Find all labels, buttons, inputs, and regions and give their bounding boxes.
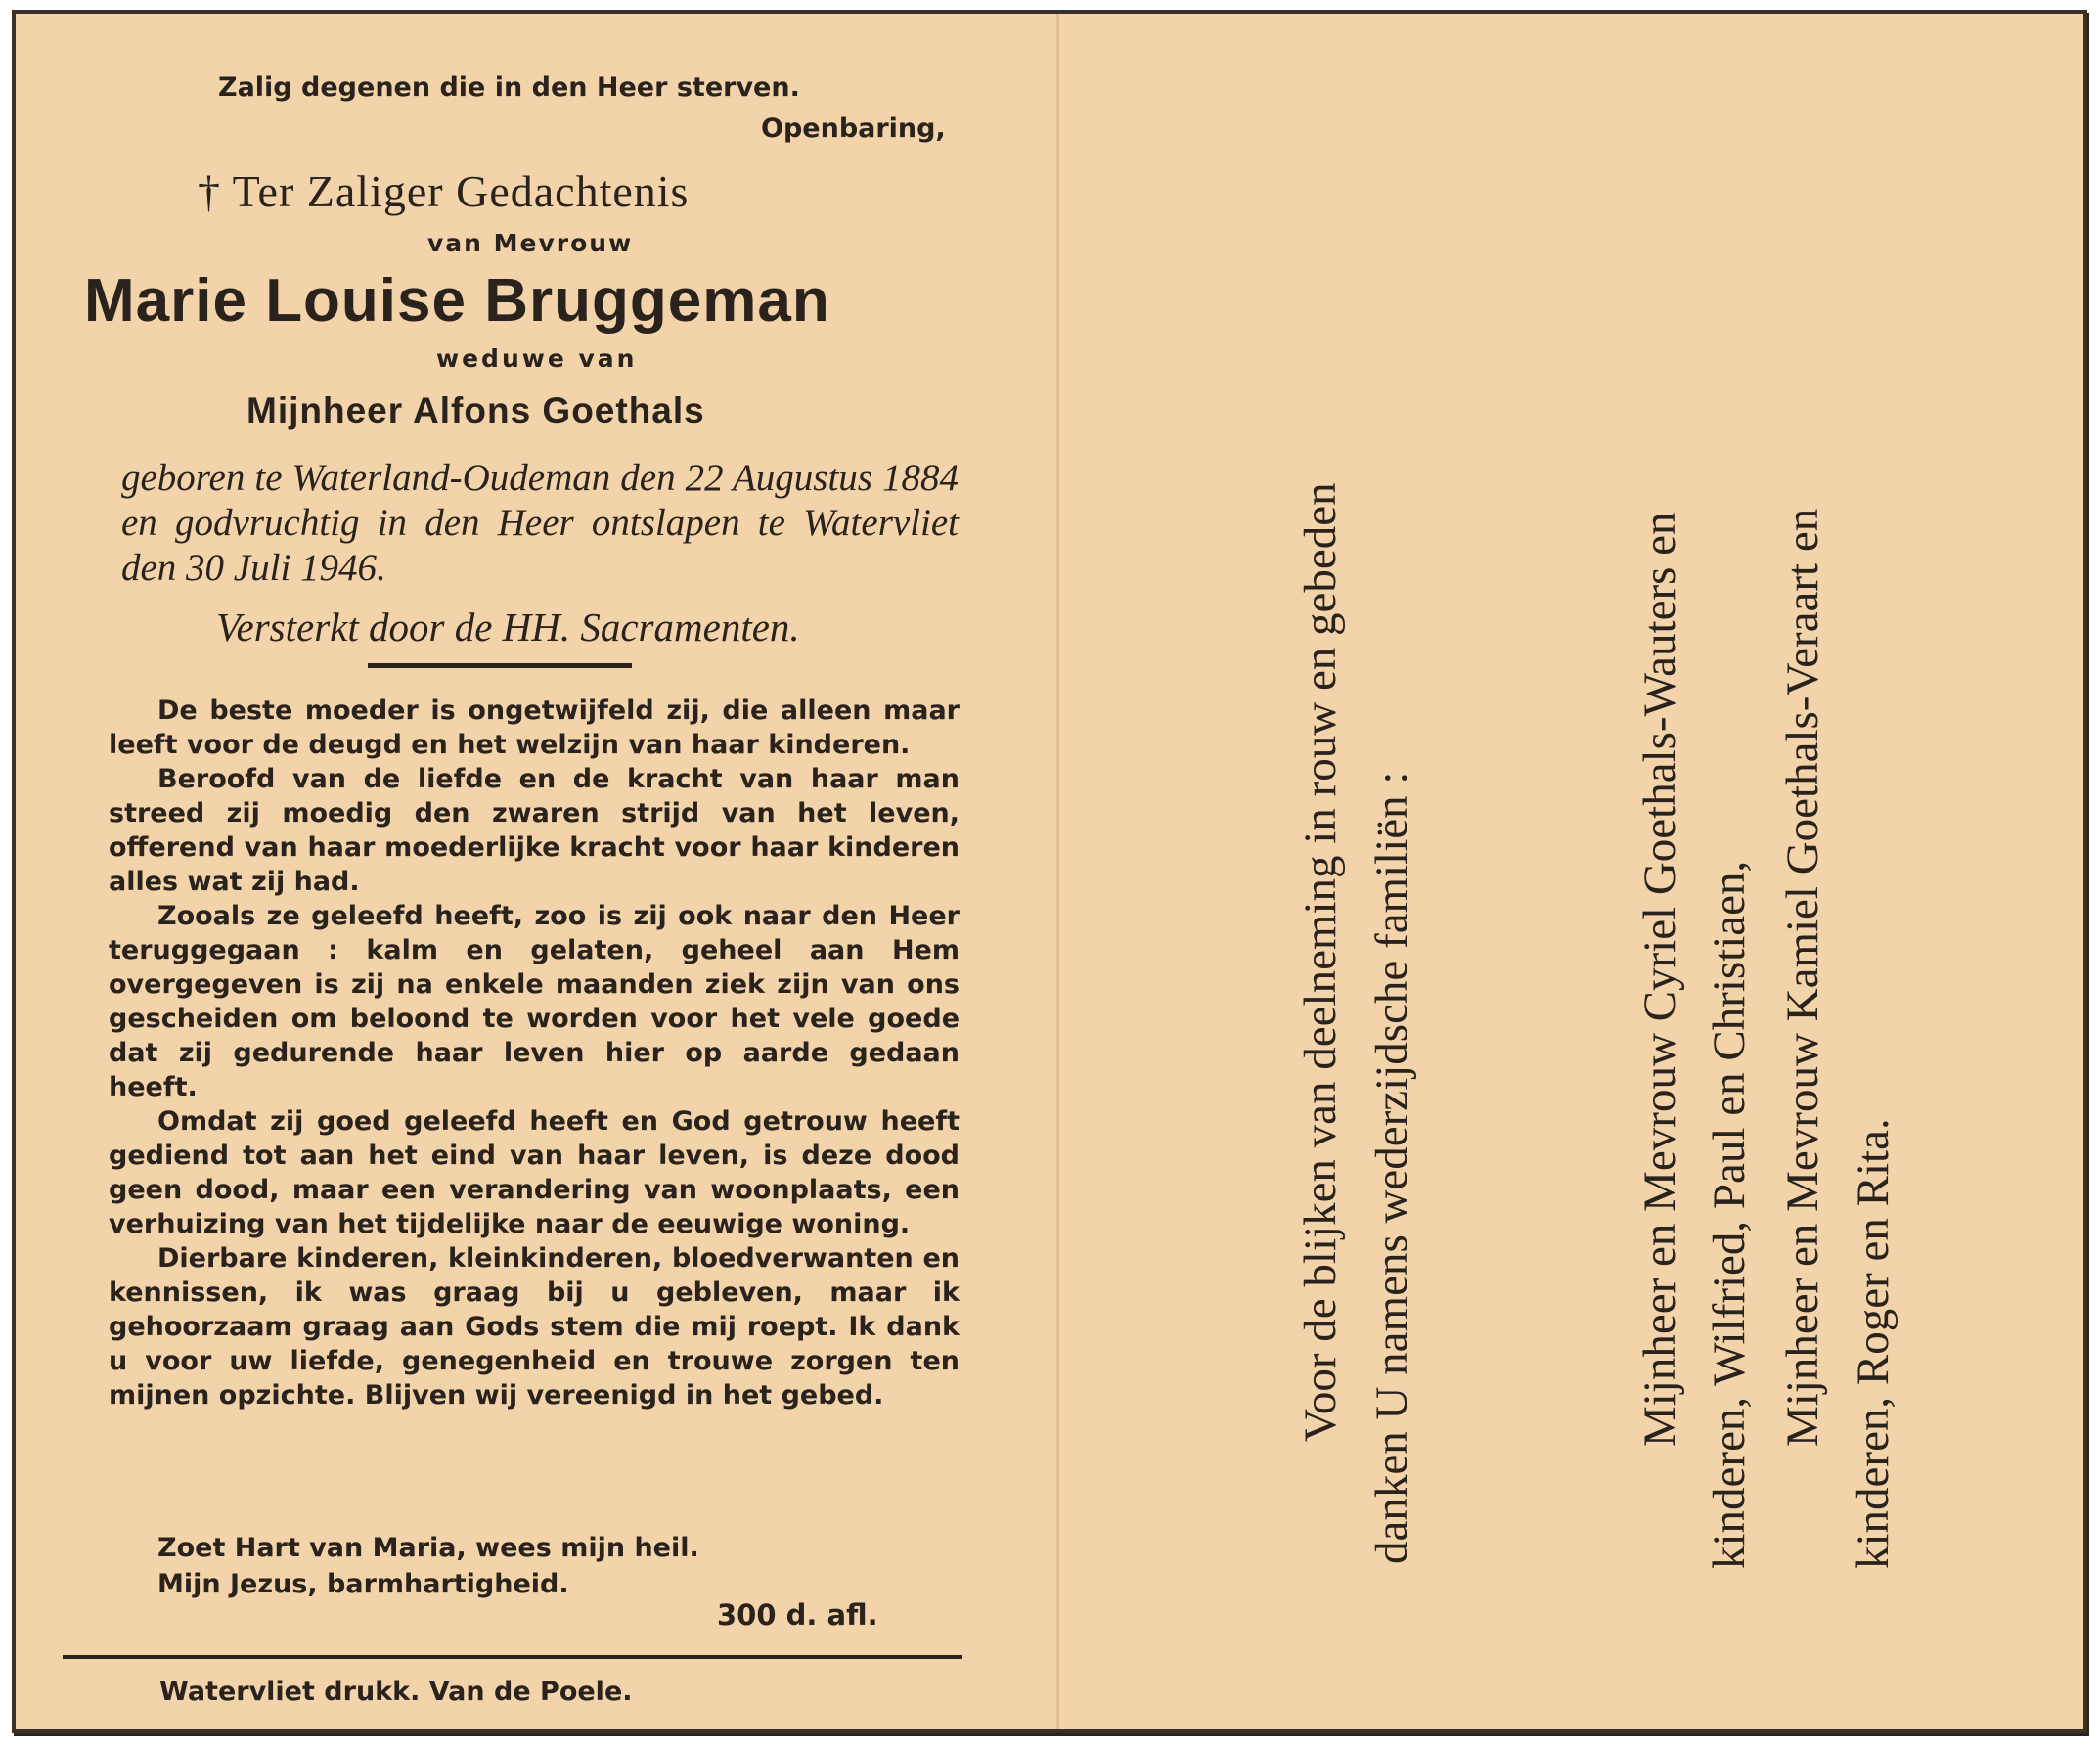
family-line: kinderen, Wilfried, Paul en Christiaen, [1704,860,1755,1569]
husband-name: Mijnheer Alfons Goethals [246,390,705,430]
family-line: kinderen, Roger en Rita. [1848,1118,1899,1569]
epigraph-source: Openbaring, [761,113,946,144]
prayer-line: Zoet Hart van Maria, wees mijn heil. [157,1533,699,1563]
biography: geboren te Waterland-Oudeman den 22 Augustus 1884 en godvruchtig in den Heer ontslapen te Watervliet den 30 Juli 1946. [121,457,959,589]
paragraph: Beroofd van de liefde en de kracht van haar man streed zij moedig den zwaren strijd van het leven, offerend van haar moederlijke kracht voor haar kinderen alles wat zij had. [109,764,960,897]
weduwe-van: weduwe van [436,344,638,373]
paragraph: Omdat zij goed geleefd heeft en God getrouw heeft gediend tot aan het eind van haar leven, is deze dood geen dood, maar een verandering van woonplaats, een verhuizing van het tijdelijke naar de eeuwige woning. [109,1106,960,1239]
memorial-text [109,694,960,1412]
family-line: Mijnheer en Mevrouw Kamiel Goethals-Veraart en [1777,508,1828,1447]
printer-credit: Watervliet drukk. Van de Poele. [159,1677,633,1707]
van-mevrouw: van Mevrouw [427,229,634,257]
paragraph: Dierbare kinderen, kleinkinderen, bloedverwanten en kennissen, ik was graag bij u gebleven, maar ik gehoorzaam graag aan Gods stem die mij roept. Ik dank u voor uw liefde, genegenheid en trouwe zorgen ten mijnen opzichte. Blijven wij vereenigd in het gebed. [109,1243,960,1411]
divider [368,663,632,668]
left-page [16,14,1056,1729]
page-title [198,165,689,217]
paragraph: Zooals ze geleefd heeft, zoo is zij ook naar den Heer teruggegaan : kalm en gelaten, geheel aan Hem overgegeven is zij na enkele maanden ziek zijn van ons gescheiden om beloond te worden voor het vele goede dat zij gedurende haar leven hier op aarde gedaan heeft. [109,901,960,1102]
sacraments-line: Versterkt door de HH. Sacramenten. [216,605,800,650]
bottom-rule [63,1655,962,1659]
memorial-card [12,10,2087,1733]
deceased-name: Marie Louise Bruggeman [84,267,830,335]
right-page [1059,14,2087,1729]
thanks-line: Voor de blijken van deelneming in rouw en gebeden [1295,482,1346,1442]
indulgence: 300 d. afl. [717,1598,878,1632]
thanks-line: danken U namens wederzijdsche familiën : [1366,771,1417,1564]
title-text: Ter Zaliger Gedachtenis [232,166,690,216]
epigraph: Zalig degenen die in den Heer sterven. [218,72,800,103]
paragraph: De beste moeder is ongetwijfeld zij, die alleen maar leeft voor de deugd en het welzijn van haar kinderen. [109,695,960,760]
family-line: Mijnheer en Mevrouw Cyriel Goethals-Wauters en [1634,512,1685,1447]
cross-icon: † [198,166,221,216]
prayer-line: Mijn Jezus, barmhartigheid. [157,1569,569,1599]
